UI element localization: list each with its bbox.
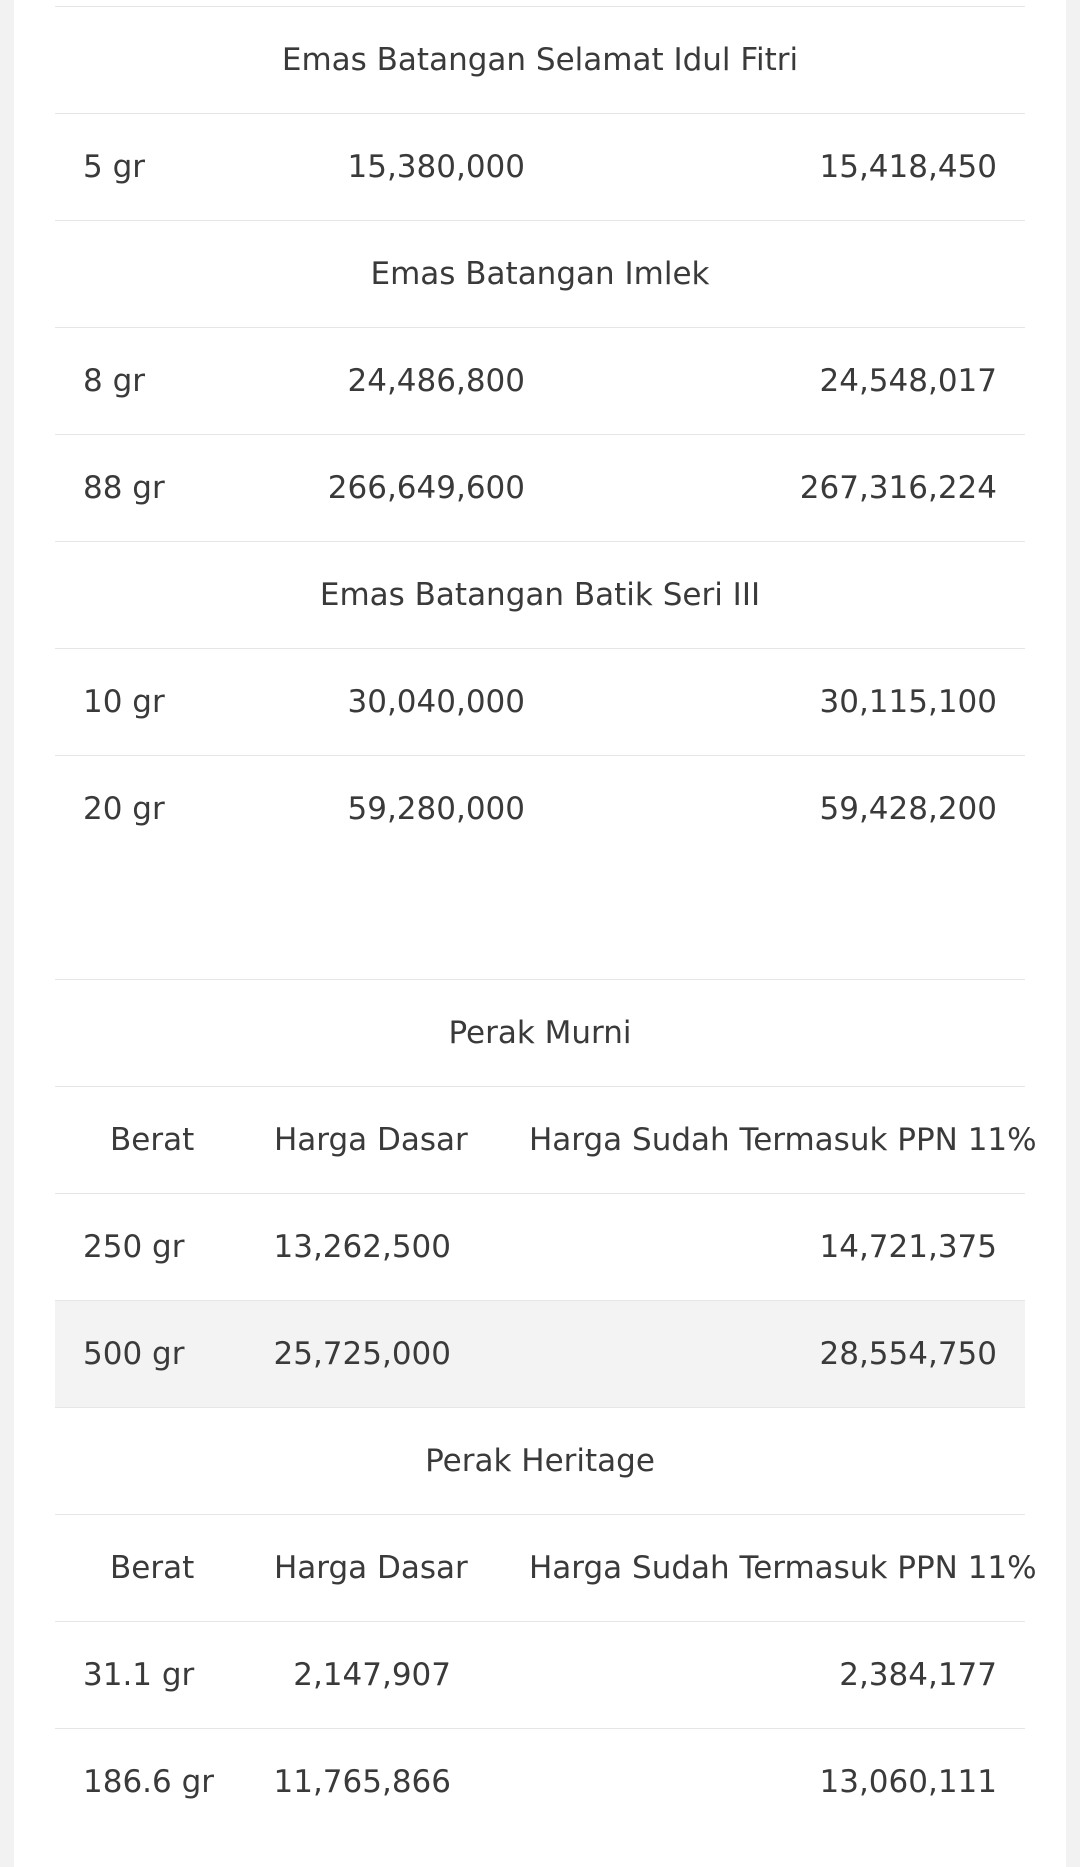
header-price-with-ppn: Harga Sudah Termasuk PPN 11% [529,1122,1037,1158]
base-price-cell: 266,649,600 [327,470,525,506]
weight-cell: 186.6 gr [83,1764,215,1800]
base-price-cell: 24,486,800 [347,363,525,399]
weight-cell: 88 gr [83,470,165,506]
table-row [55,755,1025,862]
table-header-row [55,1086,1037,1193]
price-with-ppn-cell: 24,548,017 [819,363,997,399]
base-price-cell: 25,725,000 [273,1336,451,1372]
section-title: Emas Batangan Batik Seri III [55,541,1025,648]
price-with-ppn-cell: 267,316,224 [799,470,997,506]
table-row [55,434,1025,541]
table-header-row [55,1514,1037,1621]
price-with-ppn-cell: 28,554,750 [819,1336,997,1372]
silver-price-table [55,979,1037,1835]
table-row [55,1300,1025,1407]
weight-cell: 20 gr [83,791,165,827]
section-title: Emas Batangan Selamat Idul Fitri [55,6,1025,113]
price-with-ppn-cell: 14,721,375 [819,1229,997,1265]
table-row [55,1193,1025,1300]
base-price-cell: 15,380,000 [347,149,525,185]
header-price-with-ppn: Harga Sudah Termasuk PPN 11% [529,1550,1037,1586]
price-with-ppn-cell: 15,418,450 [819,149,997,185]
table-row [55,327,1025,434]
weight-cell: 500 gr [83,1336,185,1372]
base-price-cell: 30,040,000 [347,684,525,720]
table-row [55,1621,1025,1728]
price-with-ppn-cell: 59,428,200 [819,791,997,827]
price-with-ppn-cell: 13,060,111 [819,1764,997,1800]
weight-cell: 250 gr [83,1229,185,1265]
section-title: Emas Batangan Imlek [55,220,1025,327]
section-title: Perak Heritage [55,1407,1025,1514]
page-content [14,0,1066,1867]
base-price-cell: 13,262,500 [273,1229,451,1265]
price-with-ppn-cell: 30,115,100 [819,684,997,720]
weight-cell: 10 gr [83,684,165,720]
header-base-price: Harga Dasar [274,1122,468,1158]
header-base-price: Harga Dasar [274,1550,468,1586]
table-row [55,1728,1025,1835]
table-row [55,648,1025,755]
base-price-cell: 59,280,000 [347,791,525,827]
weight-cell: 31.1 gr [83,1657,195,1693]
weight-cell: 8 gr [83,363,145,399]
price-with-ppn-cell: 2,384,177 [839,1657,997,1693]
header-weight: Berat [110,1122,195,1158]
base-price-cell: 2,147,907 [293,1657,451,1693]
section-title: Perak Murni [55,979,1025,1086]
header-weight: Berat [110,1550,195,1586]
base-price-cell: 11,765,866 [273,1764,451,1800]
table-row [55,113,1025,220]
gold-price-table [55,6,1025,862]
weight-cell: 5 gr [83,149,145,185]
